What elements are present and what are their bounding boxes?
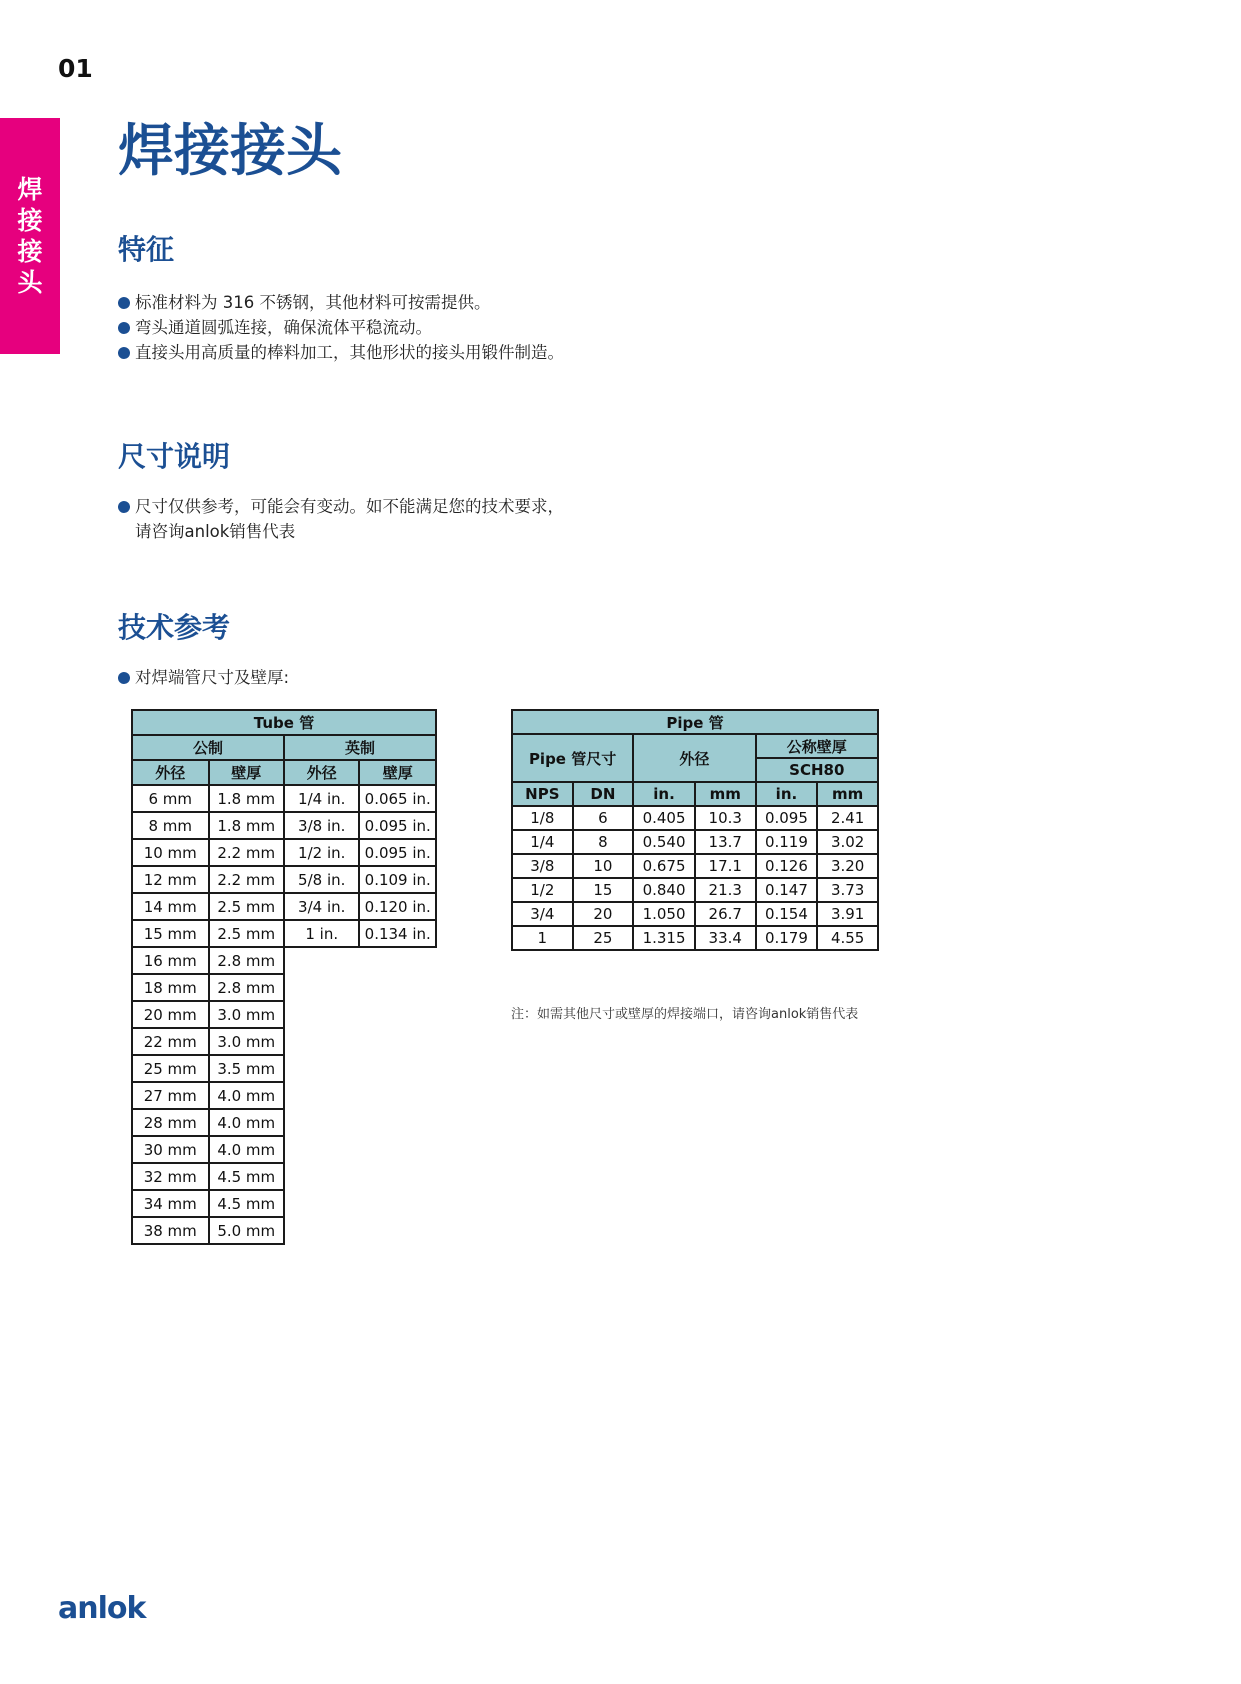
pipe-cell: 0.126 [756,854,818,878]
side-tab-char: 接 [17,206,43,235]
pipe-cell: 3.91 [817,902,878,926]
side-tab-char: 接 [17,237,43,266]
imperial-od-cell: 5/8 in. [284,866,359,893]
page-number: 01 [58,54,93,83]
tube-table [131,709,437,1245]
table-row [512,806,878,830]
metric-od-cell: 28 mm [132,1109,209,1136]
metric-wall-cell: 3.0 mm [209,1001,284,1028]
list-item: 尺寸仅供参考，可能会有变动。如不能满足您的技术要求， 请咨询anlok销售代表 [118,494,564,544]
metric-od-cell: 22 mm [132,1028,209,1055]
brand-logo: anlok [58,1591,146,1626]
list-item: 标准材料为 316 不锈钢，其他材料可按需提供。 [118,290,564,315]
pipe-cell: 10.3 [695,806,756,830]
table-row [512,854,878,878]
pipe-cell: 0.119 [756,830,818,854]
pipe-cell: 0.147 [756,878,818,902]
metric-od-cell: 34 mm [132,1190,209,1217]
pipe-wall-sch: SCH80 [756,758,878,782]
pipe-cell: 3/8 [512,854,573,878]
table-row [512,902,878,926]
dimensions-heading: 尺寸说明 [118,440,231,473]
imperial-wall-cell: 0.095 in. [359,812,436,839]
pipe-cell: 1.315 [633,926,695,950]
pipe-cell: 26.7 [695,902,756,926]
metric-wall-cell: 4.0 mm [209,1109,284,1136]
pipe-cell: 3/4 [512,902,573,926]
metric-wall-cell: 5.0 mm [209,1217,284,1244]
dimensions-list [118,494,564,544]
pipe-cell: 1.050 [633,902,695,926]
pipe-sub-header: in. [633,782,695,806]
pipe-sub-header: DN [573,782,634,806]
table-note: 注：如需其他尺寸或壁厚的焊接端口，请咨询anlok销售代表 [511,1007,859,1022]
metric-wall-cell: 2.2 mm [209,866,284,893]
metric-wall-cell: 3.0 mm [209,1028,284,1055]
od-header: 外径 [284,760,359,785]
table-row [132,866,436,893]
pipe-cell: 3.02 [817,830,878,854]
tube-table-title: Tube 管 [132,710,436,735]
imperial-od-cell: 1/4 in. [284,785,359,812]
bullet-icon [118,322,130,334]
metric-wall-cell: 4.0 mm [209,1136,284,1163]
metric-wall-cell: 2.8 mm [209,974,284,1001]
metric-od-cell: 15 mm [132,920,209,947]
side-tab-char: 头 [17,268,43,297]
metric-wall-cell: 2.2 mm [209,839,284,866]
pipe-cell: 0.540 [633,830,695,854]
pipe-cell: 17.1 [695,854,756,878]
list-item: 直接头用高质量的棒料加工，其他形状的接头用锻件制造。 [118,340,564,365]
metric-header: 公制 [132,735,284,760]
metric-wall-cell: 1.8 mm [209,812,284,839]
wall-header: 壁厚 [209,760,284,785]
table-row [132,920,436,947]
metric-wall-cell: 2.5 mm [209,893,284,920]
list-item: 对焊端管尺寸及壁厚: [118,665,289,690]
imperial-wall-cell: 0.095 in. [359,839,436,866]
metric-od-cell: 8 mm [132,812,209,839]
pipe-cell: 3.20 [817,854,878,878]
metric-od-cell: 6 mm [132,785,209,812]
metric-wall-cell: 4.5 mm [209,1190,284,1217]
pipe-cell: 25 [573,926,634,950]
table-row [132,839,436,866]
side-tab-char: 焊 [17,175,43,204]
metric-wall-cell: 4.5 mm [209,1163,284,1190]
list-item: 弯头通道圆弧连接，确保流体平稳流动。 [118,315,564,340]
pipe-sub-header: mm [695,782,756,806]
bullet-icon [118,297,130,309]
bullet-icon [118,347,130,359]
pipe-cell: 20 [573,902,634,926]
page-title: 焊接接头 [118,119,342,184]
metric-wall-cell: 2.5 mm [209,920,284,947]
pipe-cell: 2.41 [817,806,878,830]
bullet-icon [118,672,130,684]
bullet-icon [118,501,130,513]
imperial-wall-cell: 0.120 in. [359,893,436,920]
table-row [512,878,878,902]
pipe-cell: 1/4 [512,830,573,854]
pipe-sub-header: NPS [512,782,573,806]
imperial-od-cell: 1 in. [284,920,359,947]
pipe-cell: 8 [573,830,634,854]
pipe-wall-header: 公称壁厚 [756,734,878,758]
metric-od-cell: 20 mm [132,1001,209,1028]
pipe-cell: 1/8 [512,806,573,830]
pipe-cell: 0.405 [633,806,695,830]
tech-heading: 技术参考 [118,611,231,644]
pipe-cell: 21.3 [695,878,756,902]
pipe-cell: 15 [573,878,634,902]
pipe-size-header: Pipe 管尺寸 [512,734,633,782]
imperial-od-cell: 3/4 in. [284,893,359,920]
table-row [132,947,436,974]
pipe-cell: 0.840 [633,878,695,902]
od-header: 外径 [132,760,209,785]
pipe-table-title: Pipe 管 [512,710,878,734]
pipe-sub-header: in. [756,782,818,806]
metric-wall-cell: 3.5 mm [209,1055,284,1082]
pipe-cell: 0.179 [756,926,818,950]
tech-list [118,665,289,690]
pipe-cell: 10 [573,854,634,878]
imperial-wall-cell: 0.134 in. [359,920,436,947]
features-heading: 特征 [118,233,175,266]
pipe-cell: 1 [512,926,573,950]
features-list [118,290,564,365]
table-row [512,830,878,854]
pipe-cell: 0.095 [756,806,818,830]
imperial-od-cell: 1/2 in. [284,839,359,866]
metric-od-cell: 25 mm [132,1055,209,1082]
empty-cell [284,947,436,1244]
metric-od-cell: 30 mm [132,1136,209,1163]
pipe-cell: 1/2 [512,878,573,902]
pipe-cell: 13.7 [695,830,756,854]
pipe-cell: 0.675 [633,854,695,878]
metric-od-cell: 32 mm [132,1163,209,1190]
metric-wall-cell: 1.8 mm [209,785,284,812]
pipe-table [511,709,879,951]
metric-od-cell: 38 mm [132,1217,209,1244]
metric-od-cell: 12 mm [132,866,209,893]
metric-wall-cell: 2.8 mm [209,947,284,974]
wall-header: 壁厚 [359,760,436,785]
metric-od-cell: 27 mm [132,1082,209,1109]
imperial-wall-cell: 0.109 in. [359,866,436,893]
metric-od-cell: 10 mm [132,839,209,866]
pipe-sub-header: mm [817,782,878,806]
side-tab [0,118,60,354]
pipe-cell: 33.4 [695,926,756,950]
metric-od-cell: 14 mm [132,893,209,920]
metric-od-cell: 18 mm [132,974,209,1001]
imperial-wall-cell: 0.065 in. [359,785,436,812]
table-row [512,926,878,950]
table-row [132,785,436,812]
pipe-cell: 0.154 [756,902,818,926]
imperial-od-cell: 3/8 in. [284,812,359,839]
imperial-header: 英制 [284,735,436,760]
table-row [132,812,436,839]
metric-wall-cell: 4.0 mm [209,1082,284,1109]
pipe-cell: 6 [573,806,634,830]
metric-od-cell: 16 mm [132,947,209,974]
pipe-od-header: 外径 [633,734,755,782]
table-row [132,893,436,920]
pipe-cell: 4.55 [817,926,878,950]
pipe-cell: 3.73 [817,878,878,902]
